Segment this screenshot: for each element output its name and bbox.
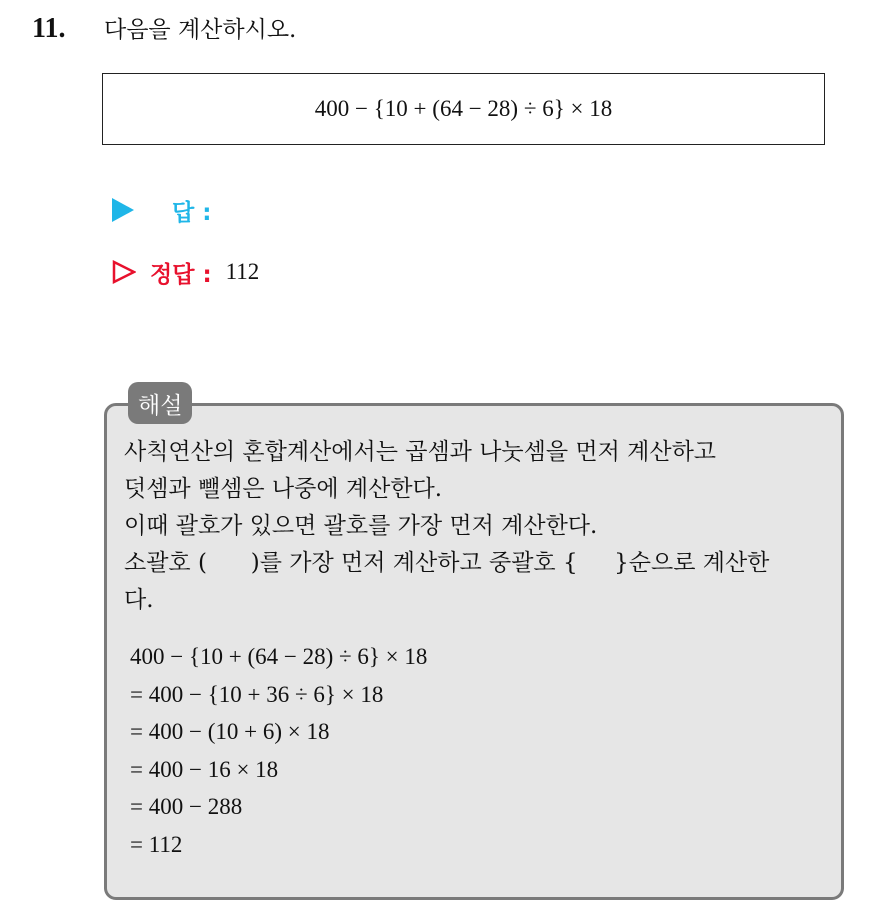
explanation-line: 이때 괄호가 있으면 괄호를 가장 먼저 계산한다. xyxy=(124,513,598,539)
calculation-step: = 400 − 16 × 18 xyxy=(130,756,279,782)
calculation-step: = 400 − 288 xyxy=(130,794,243,819)
filled-triangle-icon xyxy=(112,198,134,222)
explanation-tab: 해설 xyxy=(128,382,192,424)
calculation-step: = 112 xyxy=(130,831,183,857)
calculation-step: = 400 − (10 + 6) × 18 xyxy=(130,719,330,744)
calculation-steps xyxy=(130,638,427,863)
question-number: 11. xyxy=(32,13,66,44)
outline-triangle-icon xyxy=(112,260,136,284)
explanation-line: 다. xyxy=(124,587,154,613)
correct-answer-row xyxy=(112,252,259,292)
explanation-line: 덧셈과 뺄셈은 나중에 계산한다. xyxy=(124,476,443,502)
calculation-step: = 400 − {10 + 36 ÷ 6} × 18 xyxy=(130,681,384,707)
explanation-text xyxy=(124,434,836,619)
correct-answer-label: 정답 : xyxy=(150,261,212,288)
question-text: 다음을 계산하시오. xyxy=(104,17,297,43)
answer-row xyxy=(112,190,211,230)
expression: 400 − {10 + (64 − 28) ÷ 6} × 18 xyxy=(314,96,613,121)
expression-box xyxy=(102,73,825,145)
explanation-line: 사칙연산의 혼합계산에서는 곱셈과 나눗셈을 먼저 계산하고 xyxy=(124,439,717,465)
answer-label: 답 : xyxy=(172,199,212,226)
calculation-step: 400 − {10 + (64 − 28) ÷ 6} × 18 xyxy=(130,644,428,669)
correct-answer-value: 112 xyxy=(225,259,260,284)
explanation-line: 소괄호 ( )를 가장 먼저 계산하고 중괄호 { }순으로 계산한 xyxy=(124,550,770,576)
